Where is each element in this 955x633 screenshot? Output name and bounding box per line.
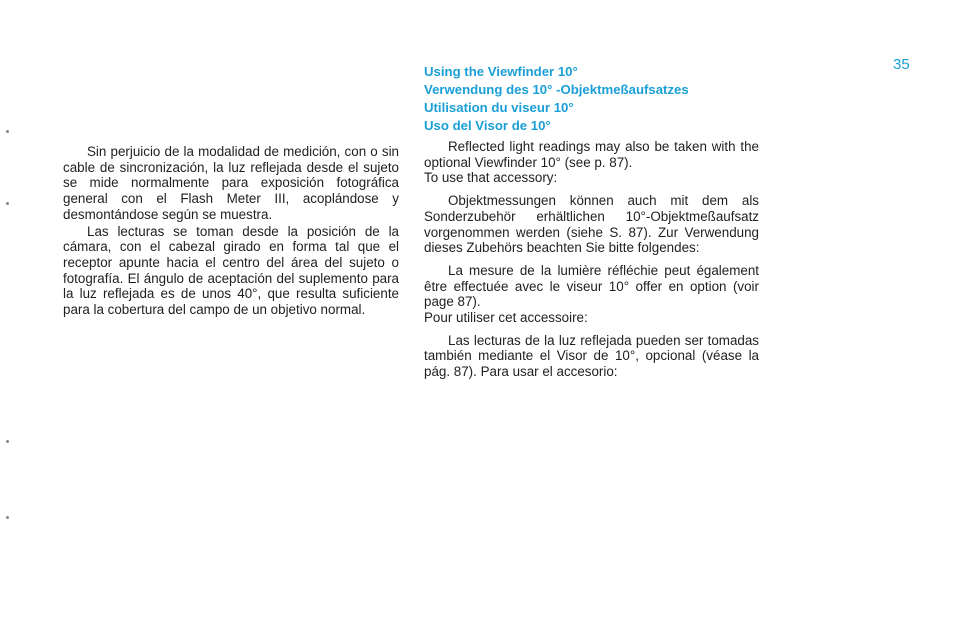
heading-german: Verwendung des 10° -Objektmeßaufsatzes [424, 82, 689, 97]
section-headings [424, 63, 754, 135]
page-number: 35 [893, 56, 910, 73]
left-paragraph-2: Las lecturas se toman desde la posición de la cámara, con el cabezal girado en forma tal que el receptor apunte hacia el centro del área del sujeto o fotografía. El ángulo de aceptación del suplemento para la luz reflejada es de unos 40°, que resulta suficiente para la cobertura del campo de un objetivo normal. [63, 223, 399, 318]
scan-mark [6, 440, 9, 443]
heading-french: Utilisation du viseur 10° [424, 100, 574, 115]
scan-mark [6, 202, 9, 205]
right-column-text [424, 139, 759, 380]
french-paragraph: La mesure de la lumière réfléchie peut également être effectuée avec le viseur 10° offer en option (voir page 87). [424, 262, 759, 310]
german-paragraph: Objektmessungen können auch mit dem als Sonderzubehör erhältlichen 10°-Objektmeßaufsatz vorgenommen werden (siehe S. 87). Zur Verwendung dieses Zubehörs beachten Sie bitte folgendes: [424, 193, 759, 256]
heading-english: Using the Viewfinder 10° [424, 64, 578, 79]
scan-mark [6, 516, 9, 519]
heading-spanish: Uso del Visor de 10° [424, 118, 551, 133]
spanish-paragraph: Las lecturas de la luz reflejada pueden ser tomadas también mediante el Visor de 10°, opcional (véase la pág. 87). Para usar el accesorio: [424, 332, 759, 380]
left-paragraph-1: Sin perjuicio de la modalidad de medición, con o sin cable de sincronización, la luz reflejada desde el sujeto se mide normalmente para exposición fotográfica general con el Flash Meter III, acoplándose y desmontándose según se muestra. [63, 144, 399, 222]
scan-mark [6, 130, 9, 133]
english-instruction: To use that accessory: [424, 170, 558, 186]
french-instruction: Pour utiliser cet accessoire: [424, 310, 588, 326]
left-column-spanish-text [63, 144, 399, 318]
english-paragraph: Reflected light readings may also be taken with the optional Viewfinder 10° (see p. 87). [424, 139, 759, 170]
